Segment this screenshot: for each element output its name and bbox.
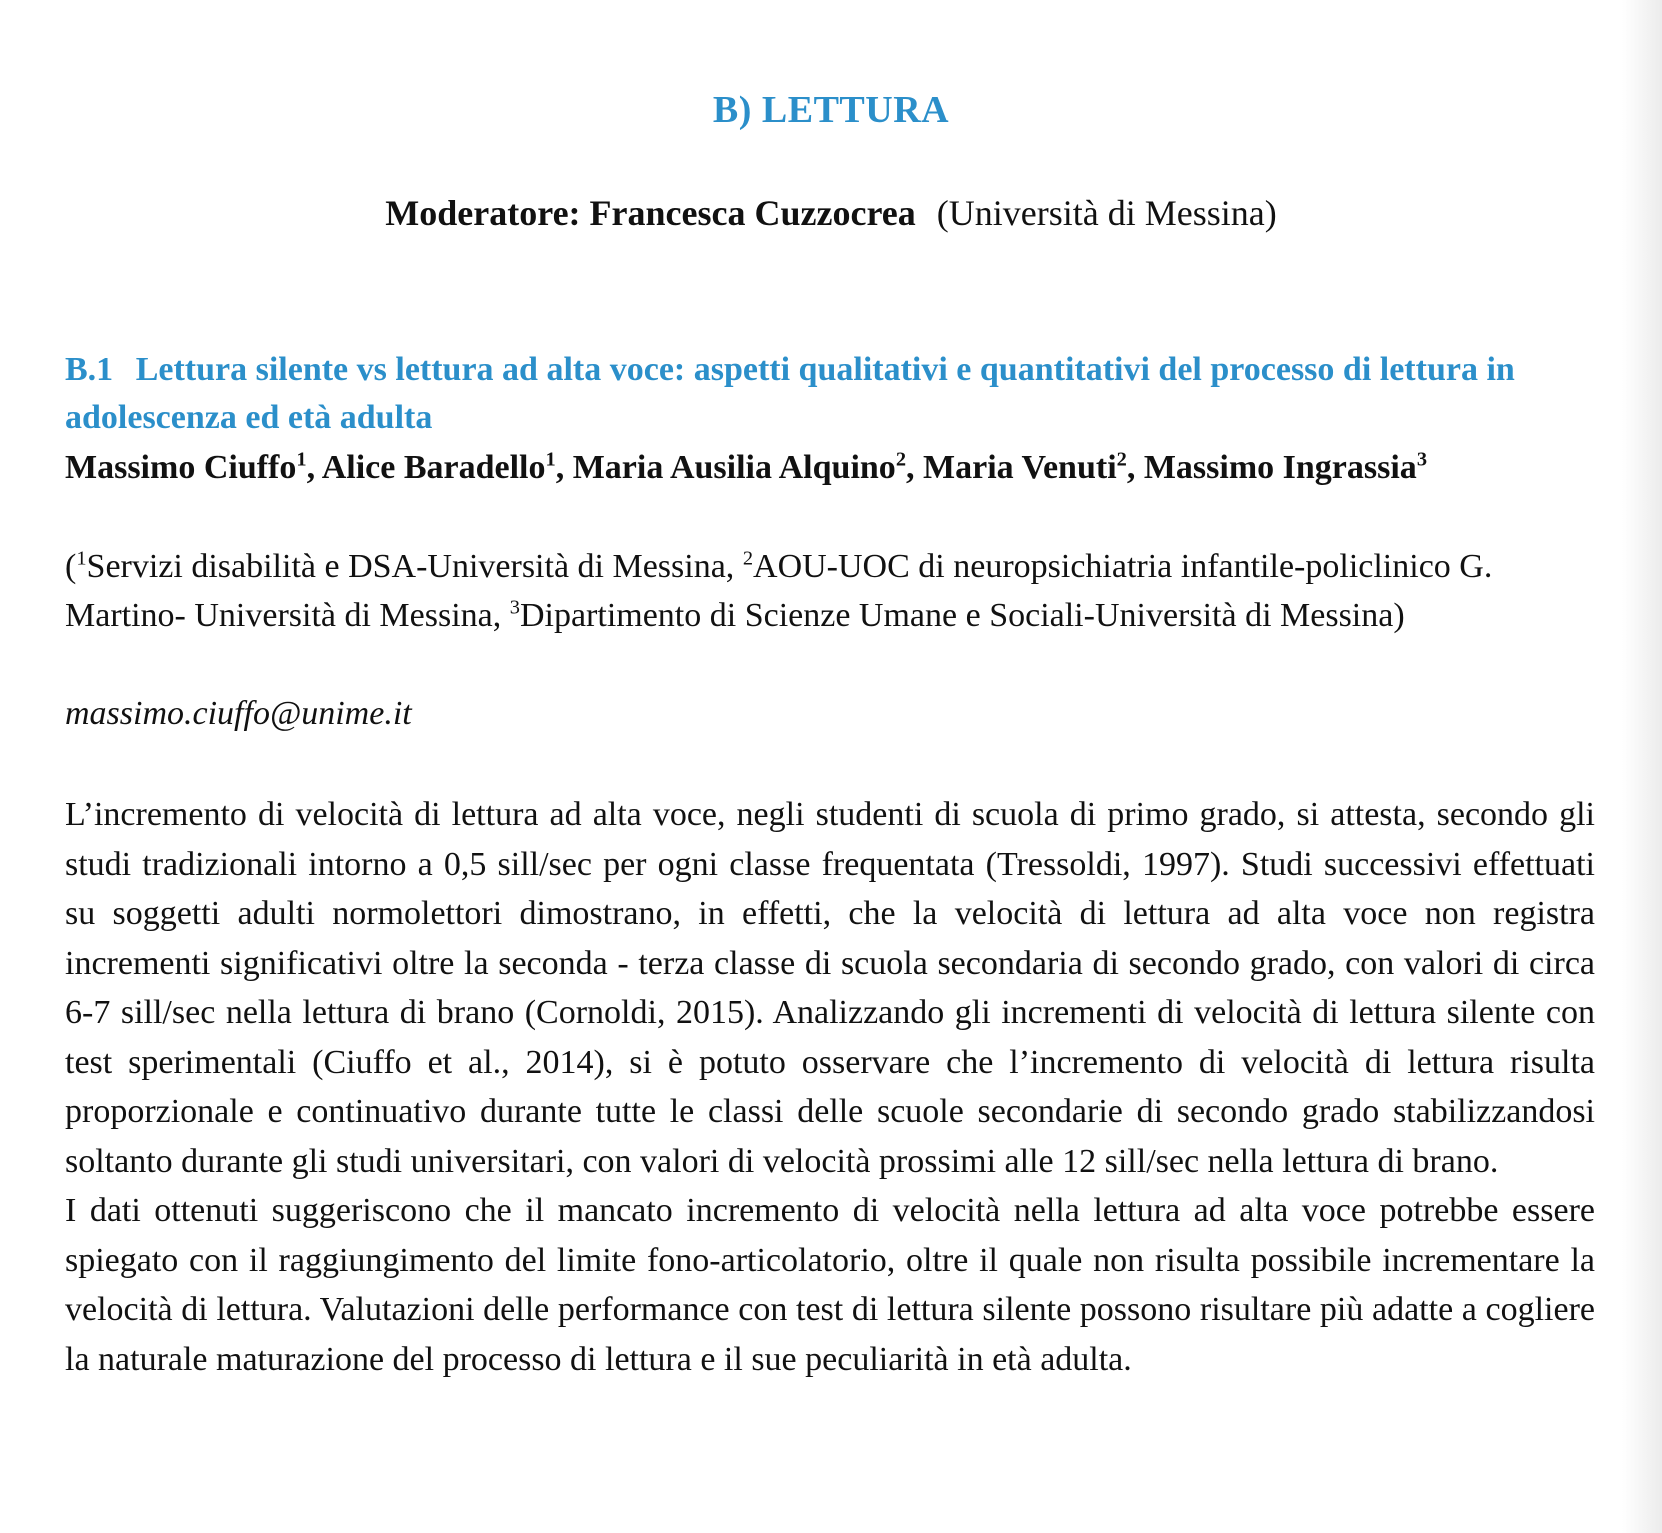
affiliation-2: AOU-UOC di neuropsichiatria infantile-policlinico G. Martino- Università di Messina, xyxy=(65,548,1493,634)
author-separator: , xyxy=(555,449,573,486)
contact-email[interactable]: massimo.ciuffo@unime.it xyxy=(65,695,412,732)
moderator-name: Francesca Cuzzocrea xyxy=(589,193,916,233)
author-name: Massimo Ciuffo xyxy=(65,449,297,486)
abstract-title xyxy=(65,346,1595,442)
author-affiliation-sup: 2 xyxy=(895,448,907,471)
abstract-number: B.1 xyxy=(65,351,114,388)
moderator-line xyxy=(0,192,1662,234)
body-paragraph: I dati ottenuti suggeriscono che il mancato incremento di velocità nella lettura ad alta voce potrebbe essere spiegato con il raggiungimento del limite fono-articolatorio, oltre il quale non risulta possibile incrementare la velocità di lettura. Valutazioni delle performance con test di lettura silente possono risultare più adatte a cogliere la naturale maturazione del processo di lettura e il sue peculiarità in età adulta. xyxy=(65,1192,1595,1378)
affiliation-1-sup: 1 xyxy=(76,547,87,570)
author-affiliation-sup: 3 xyxy=(1416,448,1428,471)
section-title: B) LETTURA xyxy=(712,89,950,131)
affiliation-3-sup: 3 xyxy=(509,596,520,619)
body-paragraph: L’incremento di velocità di lettura ad alta voce, negli studenti di scuola di primo grado, si attesta, secondo gli studi tradizionali intorno a 0,5 sill/sec per ogni classe frequentata (Tressoldi, 1997). Studi successivi effettuati su soggetti adulti normolettori dimostrano, in effetti, che la velocità di lettura ad alta voce non registra incrementi significativi oltre la seconda - terza classe di scuola secondaria di secondo grado, con valori di circa 6-7 sill/sec nella lettura di brano (Cornoldi, 2015). Analizzando gli incrementi di velocità di lettura silente con test sperimentali (Ciuffo et al., 2014), si è potuto osservare che l’incremento di velocità di lettura risulta proporzionale e continuativo durante tutte le classi delle scuole secondarie di secondo grado stabilizzandosi soltanto durante gli studi universitari, con valori di velocità prossimi alle 12 sill/sec nella lettura di brano. xyxy=(65,796,1595,1180)
moderator-affiliation: (Università di Messina) xyxy=(936,193,1277,233)
author-affiliation-sup: 1 xyxy=(296,448,307,471)
affiliations-open-paren: ( xyxy=(65,548,77,585)
author-separator: , xyxy=(306,449,322,486)
affiliation-1: Servizi disabilità e DSA-Università di Messina, xyxy=(86,548,743,585)
author-separator: , xyxy=(1126,449,1144,486)
author-list xyxy=(65,443,1595,493)
author-affiliation-sup: 2 xyxy=(1116,448,1127,471)
author-affiliation-sup: 1 xyxy=(545,448,556,471)
abstract-title-text: Lettura silente vs lettura ad alta voce: aspetti qualitativi e quantitativi del processo di lettura in adolescenza ed età adulta xyxy=(65,351,1515,436)
affiliations xyxy=(65,542,1595,640)
abstract-body xyxy=(65,790,1595,1384)
author-name: Maria Venuti xyxy=(923,449,1117,486)
author-separator: , xyxy=(906,449,924,486)
author-name: Maria Ausilia Alquino xyxy=(572,449,896,486)
affiliation-3: Dipartimento di Scienze Umane e Sociali-Università di Messina) xyxy=(519,597,1405,634)
author-name: Massimo Ingrassia xyxy=(1143,449,1417,486)
moderator-label: Moderatore: xyxy=(385,193,581,233)
author-name: Alice Baradello xyxy=(321,449,546,486)
affiliation-2-sup: 2 xyxy=(742,547,754,570)
